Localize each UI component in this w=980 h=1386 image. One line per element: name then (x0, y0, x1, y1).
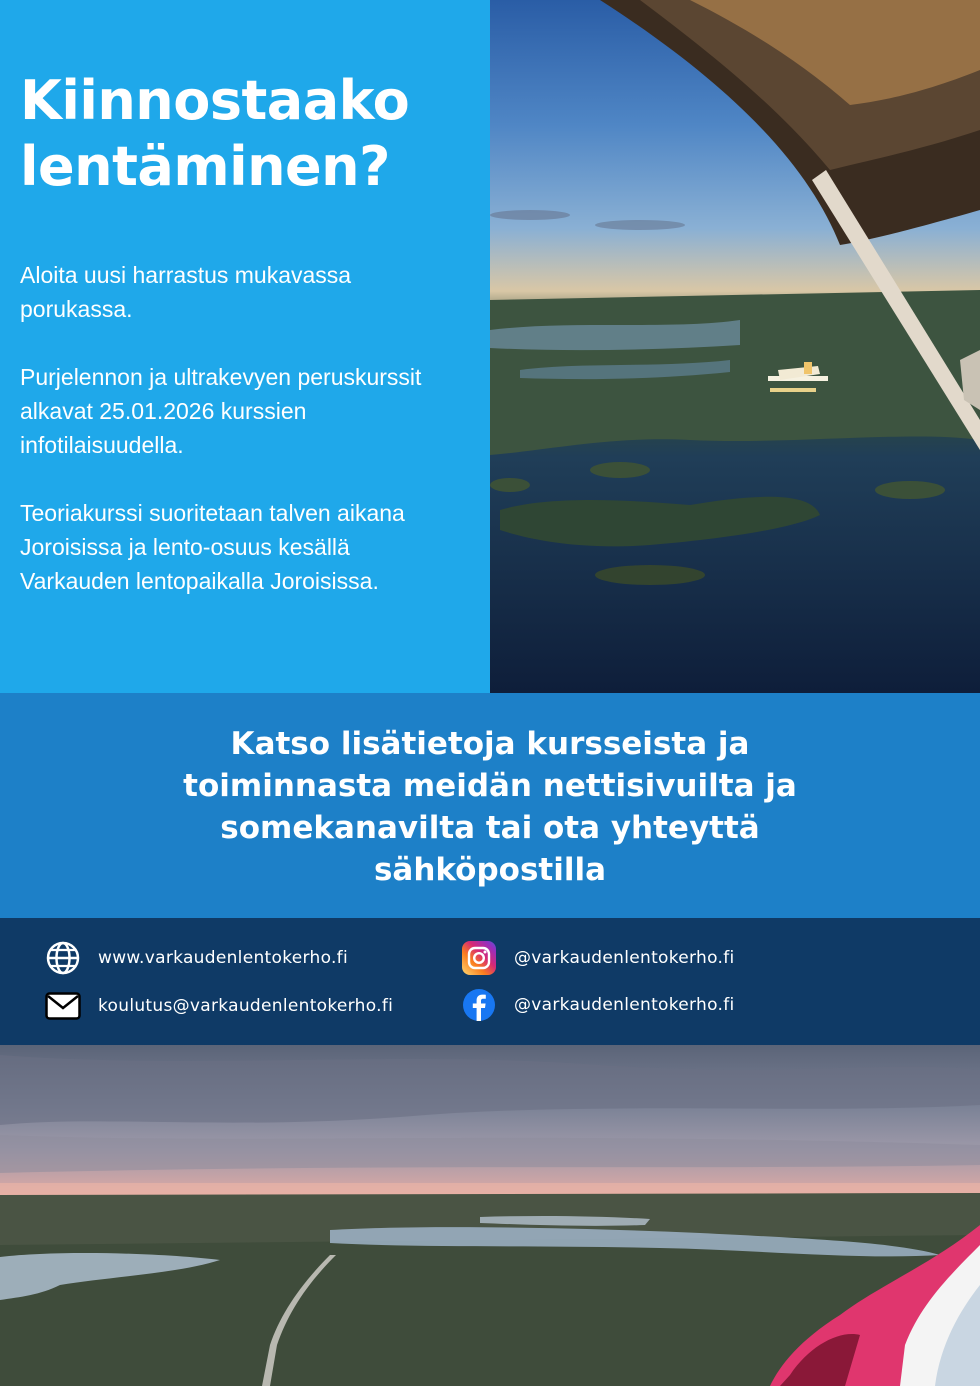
contact-instagram[interactable] (461, 940, 735, 976)
contact-email[interactable] (45, 988, 393, 1024)
cta-text: Katso lisätietoja kursseista ja toiminnasta meidän nettisivuilta ja somekanavilta tai ota yhteyttä sähköpostilla (183, 726, 797, 888)
instagram-icon (461, 940, 497, 976)
headline-line-1: Kiinnostaako (20, 69, 410, 132)
intro-paragraph: Purjelennon ja ultrakevyen peruskurssit alkavat 25.01.2026 kurssien infotilaisuudella. (20, 364, 422, 458)
call-to-action-banner (0, 693, 980, 918)
contact-website[interactable] (45, 940, 348, 976)
intro-paragraph: Aloita uusi harrastus mukavassa porukassa. (20, 262, 352, 322)
facebook-icon (461, 987, 497, 1023)
mail-icon (45, 988, 81, 1024)
intro-body (20, 258, 460, 598)
globe-icon (45, 940, 81, 976)
aerial-photo-sunset (0, 1045, 980, 1386)
intro-paragraph: Teoriakurssi suoritetaan talven aikana Joroisissa ja lento-osuus kesällä Varkauden lentopaikalla Joroisissa. (20, 500, 405, 594)
aerial-photo-wing (490, 0, 980, 693)
instagram-handle[interactable]: @varkaudenlentokerho.fi (514, 948, 735, 968)
website-link[interactable]: www.varkaudenlentokerho.fi (98, 948, 348, 968)
contact-bar (0, 918, 980, 1045)
facebook-handle[interactable]: @varkaudenlentokerho.fi (514, 995, 735, 1015)
headline (20, 68, 490, 200)
email-link[interactable]: koulutus@varkaudenlentokerho.fi (98, 996, 394, 1016)
headline-line-2: lentäminen? (20, 135, 390, 198)
contact-facebook[interactable] (461, 987, 735, 1023)
intro-panel (0, 0, 490, 693)
